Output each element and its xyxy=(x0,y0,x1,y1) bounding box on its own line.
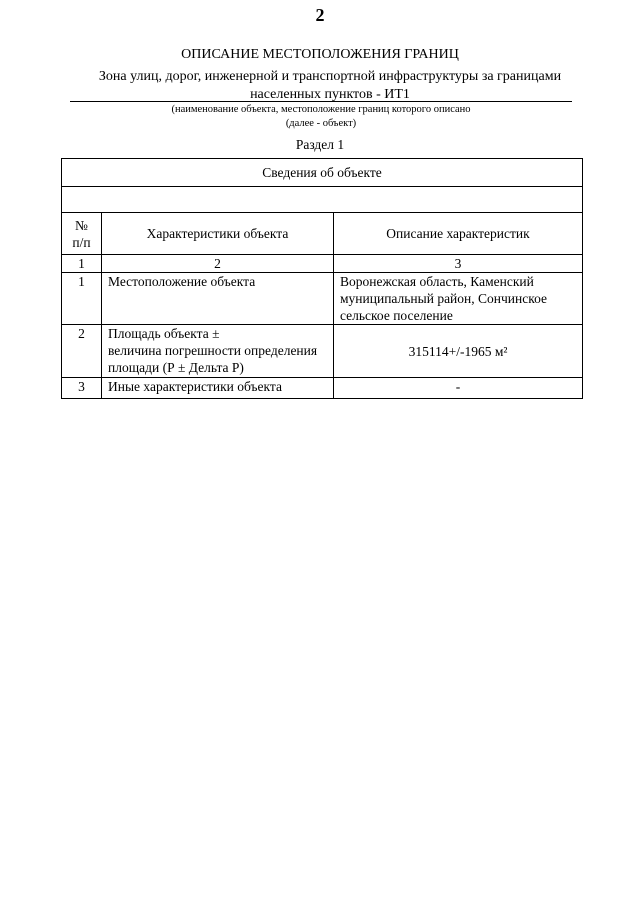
row-name-line: Местоположение объекта xyxy=(108,274,256,289)
caption-line: (наименование объекта, местоположение границ которого описано xyxy=(171,104,471,115)
row-name-line: Площадь объекта ± xyxy=(108,326,220,341)
subtitle-line: населенных пунктов - ИТ1 xyxy=(250,87,410,102)
row-value-line: муниципальный район, Сончинское xyxy=(340,291,547,306)
header-description: Описание характеристик xyxy=(334,213,583,255)
header-characteristics: Характеристики объекта xyxy=(102,213,334,255)
row-name xyxy=(102,273,334,325)
page-number: 2 xyxy=(315,5,325,25)
header-number-line: п/п xyxy=(72,234,91,250)
row-number: 2 xyxy=(62,325,102,378)
row-number: 1 xyxy=(62,273,102,325)
title-underline xyxy=(70,101,572,102)
row-number: 3 xyxy=(62,378,102,399)
row-value-line: - xyxy=(455,379,461,394)
row-name xyxy=(102,378,334,399)
row-name-line: величина погрешности определения xyxy=(108,343,318,358)
table-header-row xyxy=(62,213,583,255)
object-info-table xyxy=(61,158,583,399)
document-subtitle xyxy=(90,68,570,104)
row-name xyxy=(102,325,334,378)
row-value-line: Воронежская область, Каменский xyxy=(340,274,534,289)
table-spacer-row xyxy=(62,187,583,213)
column-number-cell: 3 xyxy=(334,255,583,273)
row-value xyxy=(334,273,583,325)
section-heading: Раздел 1 xyxy=(295,137,345,152)
table-row xyxy=(62,378,583,399)
row-value-line: 315114+/-1965 м² xyxy=(408,343,508,359)
table-title: Сведения об объекте xyxy=(62,159,583,187)
row-name-line: площади (Р ± Дельта Р) xyxy=(108,360,244,375)
row-value xyxy=(334,378,583,399)
column-number-cell: 2 xyxy=(102,255,334,273)
object-caption xyxy=(70,103,572,131)
column-number-row xyxy=(62,255,583,273)
row-name-line: Иные характеристики объекта xyxy=(108,379,282,394)
column-number-cell: 1 xyxy=(62,255,102,273)
header-number-line: № xyxy=(75,217,88,233)
subtitle-line: Зона улиц, дорог, инженерной и транспортной инфраструктуры за границами xyxy=(98,69,562,84)
table-row xyxy=(62,273,583,325)
document-title: ОПИСАНИЕ МЕСТОПОЛОЖЕНИЯ ГРАНИЦ xyxy=(181,47,459,62)
row-value xyxy=(334,325,583,378)
caption-line: (далее - объект) xyxy=(285,118,357,129)
header-number xyxy=(62,213,102,255)
row-value-line: сельское поселение xyxy=(340,308,453,323)
table-spacer-cell xyxy=(62,187,583,213)
table-row xyxy=(62,325,583,378)
table-title-row xyxy=(62,159,583,187)
